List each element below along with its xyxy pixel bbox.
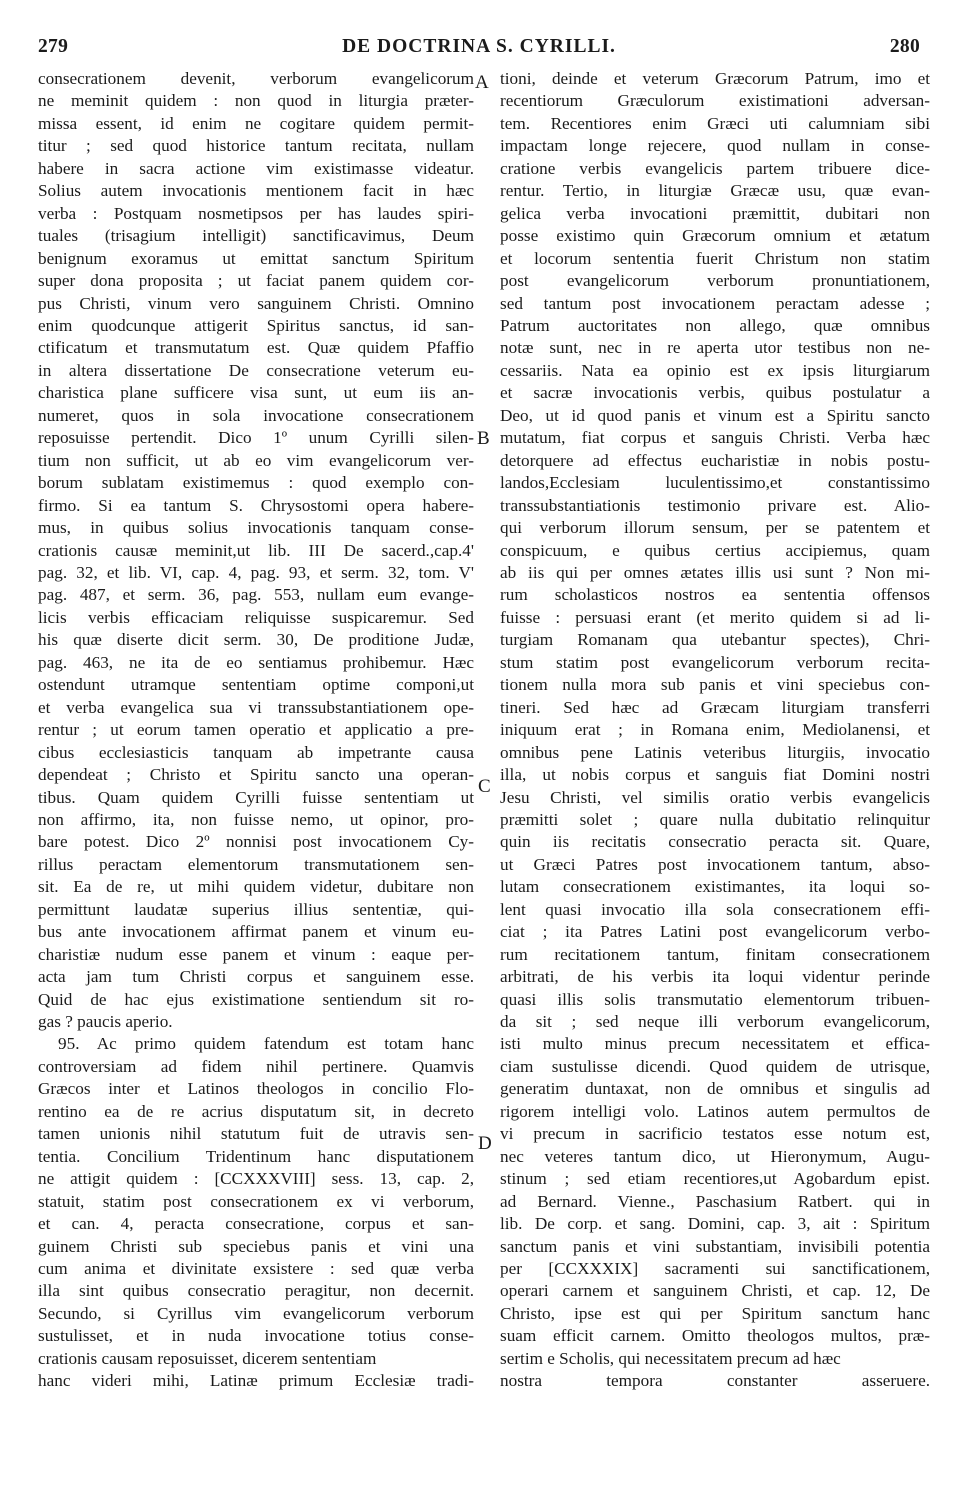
text-line: nec veteres tantum dico, ut Hieronymum, Augu-: [500, 1146, 930, 1166]
text-line: suam efficit carnem. Omitto theologos multos, prӕ-: [500, 1326, 930, 1346]
text-line: crationis causam reposuisset, dicerem sententiam: [38, 1348, 377, 1368]
text-line: bus ante invocationem affirmat panem et vinum eu-: [38, 922, 474, 942]
text-line: tibus. Quam quidem Cyrilli fuisse sententiam ut: [38, 787, 474, 807]
text-line: ne attigit quidem : [CCXXXVIII] sess. 13, cap. 2,: [38, 1169, 474, 1189]
text-line: enim quodcunque attigerit Spiritus sanctus, id san-: [38, 315, 474, 335]
text-line: statuit, statim post consecrationem ex vi verborum,: [38, 1191, 474, 1211]
text-line: mutatum, fiat corpus et sanguis Christi. Verba hӕc: [500, 428, 930, 448]
text-line: et locorum sententia fuerit Christum non statim: [500, 248, 930, 268]
text-line: verba : Postquam nosmetipsos per has laudes spiri-: [38, 203, 474, 223]
text-line: impactam longe rejecere, quod nullam in conse-: [500, 136, 930, 156]
text-line: numeret, quos in sola invocatione consecrationem: [38, 405, 474, 425]
text-line: turgiam Romanam qua utebantur spectes), Chri-: [500, 630, 930, 650]
text-line: charistiӕ nudum esse panem et vinum : eaque per-: [38, 944, 474, 964]
text-line: illa, ut nobis corpus et sanguis fiat Domini nostri: [500, 765, 930, 785]
page-number-left: 279: [38, 36, 69, 57]
text-line: cessariis. Nata ea opinio est ex ipsis liturgiarum: [500, 360, 930, 380]
text-line: tium non sufficit, ut ab eo vim evangelicorum ver-: [38, 450, 474, 470]
text-line: crationis causӕ meminit,ut lib. III De sacerd.,cap.4': [38, 540, 474, 560]
text-line: rillus peractam elementorum transmutationem sen-: [38, 854, 474, 874]
text-line: sanctum panis et vini substantiam, invisibili potentia: [500, 1236, 930, 1256]
text-line: hanc videri mihi, Latinӕ primum Ecclesiӕ tradi-: [38, 1371, 474, 1391]
text-line: gas ? paucis aperio.: [38, 1012, 173, 1032]
text-line: detorquere ad effectus eucharistiӕ in nobis postu-: [500, 450, 930, 470]
text-line: iniquum erat ; in Romana enim, Mediolanensi, et: [500, 720, 930, 740]
text-line: fuisse : persuasi erant (et merito quidem si ad li-: [500, 607, 930, 627]
text-line: controversiam ad fidem nihil pertinere. Quamvis: [38, 1056, 474, 1076]
text-line: his quӕ diserte dicit serm. 30, De proditione Judӕ,: [38, 630, 474, 650]
text-line: sustulisset, et in nuda invocatione totius conse-: [38, 1326, 474, 1346]
text-line: tamen unionis nihil statutum fuit de utravis sen-: [38, 1124, 474, 1144]
text-line: lutam consecrationem existimantes, ita loqui so-: [500, 877, 930, 897]
text-line: vi precum in sacrificio testatos esse notum est,: [500, 1124, 930, 1144]
text-line: tionem nulla mora sub panis et vini speciebus con-: [500, 675, 930, 695]
text-line: conspicuum, e quibus certius accipiemus, quam: [500, 540, 930, 560]
text-line: Christo, ipse est qui per Spiritum sanctum hanc: [500, 1303, 930, 1323]
text-line: tentia. Concilium Tridentinum hanc disputationem: [38, 1146, 474, 1166]
text-line: post evangelicorum verborum pronuntiationem,: [500, 271, 930, 291]
text-line: dependeat ; Christo et Spiritu sancto una operan-: [38, 765, 474, 785]
text-line: sed tantum post invocationem peractam adesse ;: [500, 293, 930, 313]
margin-letter-b: B: [477, 428, 490, 449]
text-line: et sacrӕ invocationis verbis, quibus postulatur a: [500, 383, 930, 403]
page-number-right: 280: [889, 36, 920, 57]
text-line: non affirmo, ita, non fuisse nemo, ut opinor, pro-: [38, 809, 474, 829]
text-line: Grӕcos inter et Latinos theologos in concilio Flo-: [38, 1079, 474, 1099]
text-line: borum sublatam existimemus : quod exemplo con-: [38, 473, 474, 493]
text-line: ab iis qui per omnes ӕtates illis usi sunt ? Non mi-: [500, 562, 930, 582]
margin-letter-d: D: [478, 1133, 492, 1154]
text-line: gelica verba invocationi prӕmittit, dubitari non: [500, 203, 930, 223]
text-line: ne meminit quidem : non quod in liturgia prӕter-: [38, 91, 474, 111]
text-line: licis verbis efficaciam reliquisse suspicaremur. Sed: [38, 607, 474, 627]
text-line: bare potest. Dico 2º nonnisi post invocationem Cy-: [38, 832, 474, 852]
text-line: quin iis recitatis consecratio peracta sit. Quare,: [500, 832, 930, 852]
text-line: habere in sacra actione vim existimasse videatur.: [38, 158, 474, 178]
text-line: sit. Ea de re, ut mihi quidem videtur, dubitare non: [38, 877, 474, 897]
margin-letter-a: A: [475, 72, 489, 93]
text-line: rigorem intelligi volo. Latinos autem permultos de: [500, 1101, 930, 1121]
text-line: posse existimo quin Grӕcorum omnium et ӕtatum: [500, 226, 930, 246]
text-line: rentino ea de re acrius disputatum sit, in decreto: [38, 1101, 474, 1121]
page-header: [38, 36, 920, 66]
text-line: mus, in quibus solius invocationis tanquam conse-: [38, 518, 474, 538]
text-line: Quid de hac ejus existimatione sentiendum sit ro-: [38, 989, 474, 1009]
text-line: operari carnem et sanguinem Christi, et cap. 12, De: [500, 1281, 930, 1301]
text-line: Jesu Christi, vel similis oratio verbis evangelicis: [500, 787, 930, 807]
text-line: cibus ecclesiasticis tanquam ab impetrante causa: [38, 742, 474, 762]
text-line: ut Grӕci Patres post invocationem tantum, abso-: [500, 854, 930, 874]
text-line: in altera dissertatione De consecratione veterum eu-: [38, 360, 474, 380]
text-line: et verba evangelica sua vi transsubstantiationem ope-: [38, 697, 474, 717]
text-line: generatim duntaxat, non de omnibus et singulis ad: [500, 1079, 930, 1099]
text-line: Patrum auctoritates non allego, quӕ omnibus: [500, 315, 930, 335]
text-line: rum recitationem tantum, finitam consecrationem: [500, 944, 930, 964]
text-line: super dona proposita ; ut faciat panem quidem cor-: [38, 271, 474, 291]
text-line: tem. Recentiores enim Grӕci uti calumniam sibi: [500, 113, 930, 133]
text-line: nostra tempora constanter asseruere.: [500, 1371, 930, 1391]
text-line: tineri. Sed hӕc ad Grӕcam liturgiam transferri: [500, 697, 930, 717]
text-line: firmo. Si ea tantum S. Chrysostomi opera habere-: [38, 495, 474, 515]
text-line: cratione verbis evangelicis partem tribuere dice-: [500, 158, 930, 178]
text-line: ciam sustulisse dicendi. Quod quidem de utrisque,: [500, 1056, 930, 1076]
text-line: landos,Ecclesiam luculentissimo,et constantissimo: [500, 473, 930, 493]
text-line: qui verborum illorum sensum, per se patentem et: [500, 518, 930, 538]
text-line: ostendunt utramque sententiam optime componi,ut: [38, 675, 474, 695]
text-line: tioni, deinde et veterum Grӕcorum Patrum, imo et: [500, 69, 930, 88]
text-line: recentiorum Grӕculorum existimationi adversan-: [500, 91, 930, 111]
text-line: et can. 4, peracta consecratione, corpus et san-: [38, 1214, 474, 1234]
running-title: DE DOCTRINA S. CYRILLI.: [342, 36, 616, 57]
text-line: benignum exoramus ut emittat sanctum Spiritum: [38, 248, 474, 268]
text-line: Solius autem invocationis mentionem facit in hӕc: [38, 181, 474, 201]
text-line: arbitrati, de his verbis ita loqui videntur perinde: [500, 967, 930, 987]
text-line: ciat ; ita Patres Latini post evangelicorum verbo-: [500, 922, 930, 942]
text-line: illa sint quibus consecratio peragitur, non decernit.: [38, 1281, 474, 1301]
text-line: pag. 487, et serm. 36, pag. 553, nullam eum evange-: [38, 585, 474, 605]
text-line: reposuisse pertendit. Dico 1º unum Cyrilli silen-: [38, 428, 474, 448]
text-line: rentur. Tertio, in liturgiӕ Grӕcӕ usu, quӕ evan-: [500, 181, 930, 201]
text-line: isti multo minus precum necessitatem et effica-: [500, 1034, 930, 1054]
text-line: ad Bernard. Vienne., Paschasium Ratbert. qui in: [500, 1191, 930, 1211]
text-line: per [CCXXXIX] sacramenti sui sanctificationem,: [500, 1259, 930, 1279]
text-line: titur ; sed quod historice tantum recitata, nullam: [38, 136, 474, 156]
text-line: lib. De corp. et sang. Domini, cap. 3, ait : Spiritum: [500, 1214, 930, 1234]
text-line: rum scholasticos nostros ea sententia offensos: [500, 585, 930, 605]
text-line: ctificatum et transmutatum est. Quӕ quidem Pfaffio: [38, 338, 474, 358]
text-line: da sit ; sed neque illi verborum evangelicorum,: [500, 1012, 930, 1032]
margin-letter-c: C: [478, 776, 491, 797]
text-line: 95. Ac primo quidem fatendum est totam hanc: [58, 1034, 474, 1054]
text-line: pus Christi, vinum vero sanguinem Christi. Omnino: [38, 293, 474, 313]
text-line: prӕmitti solet ; quare nulla dubitatio relinquitur: [500, 809, 930, 829]
text-line: Deo, ut id quod panis et vinum est a Spiritu sancto: [500, 405, 930, 425]
text-line: tuales (trisagium intelligit) sanctificavimus, Deum: [38, 226, 474, 246]
text-line: permittunt laudatӕ superius illius sententiӕ, qui-: [38, 899, 474, 919]
text-line: stum statim post evangelicorum verborum recita-: [500, 652, 930, 672]
left-column: [38, 68, 474, 1393]
text-line: charistica plane sufficere visa sunt, ut eum iis an-: [38, 383, 474, 403]
text-line: rentur ; ut eorum tamen operatio et applicatio a pre-: [38, 720, 474, 740]
text-line: notӕ sunt, nec in re aperta utor testibus non ne-: [500, 338, 930, 358]
right-column: [500, 68, 930, 1393]
text-line: stinum ; sed etiam recentiores,ut Agobardum epist.: [500, 1169, 930, 1189]
text-line: transsubstantiationis testimonio privare est. Alio-: [500, 495, 930, 515]
text-line: lent quasi invocatio illa sola consecrationem effi-: [500, 899, 930, 919]
text-line: pag. 463, ne ita de eo sentiamus prohibemur. Hӕc: [38, 652, 474, 672]
text-line: acta jam tum Christi corpus et sanguinem esse.: [38, 967, 474, 987]
text-line: pag. 32, et lib. VI, cap. 4, pag. 93, et serm. 32, tom. V': [38, 562, 474, 582]
text-line: omnibus pene Latinis veteribus liturgiis, invocatio: [500, 742, 930, 762]
text-line: consecrationem devenit, verborum evangelicorum: [38, 69, 474, 88]
text-line: Secundo, si Cyrillus vim evangelicorum verborum: [38, 1303, 474, 1323]
text-line: quasi illis solis transmutatio elementorum tribuen-: [500, 989, 930, 1009]
text-line: sertim e Scholis, qui necessitatem precum ad hӕc: [500, 1348, 841, 1368]
text-line: guinem Christi sub speciebus panis et vini una: [38, 1236, 474, 1256]
text-line: cum anima et divinitate exsistere : sed quӕ verba: [38, 1259, 474, 1279]
text-line: missa essent, id enim ne cogitare quidem permit-: [38, 113, 474, 133]
